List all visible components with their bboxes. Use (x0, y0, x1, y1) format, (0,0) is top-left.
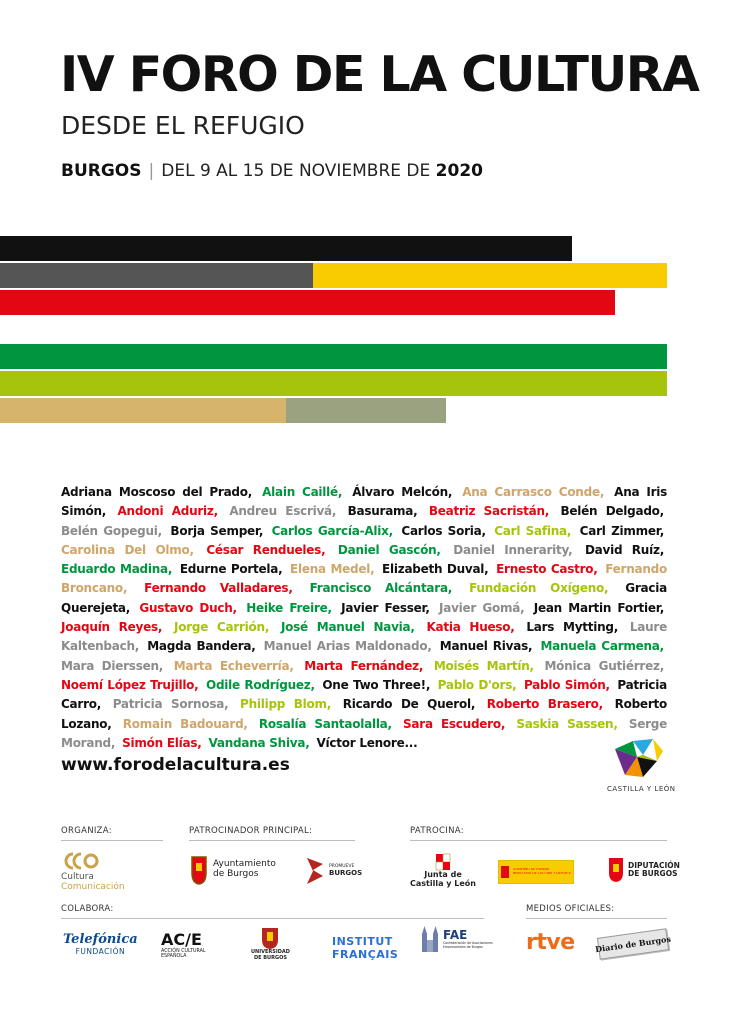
participant-name: José Manuel Navia, (280, 620, 415, 635)
fae-line3: Empresariales de Burgos (443, 945, 483, 949)
participant-name: Pablo D'ors, (437, 677, 517, 692)
participant-name: Eduardo Madina, (61, 562, 173, 577)
organiza-label: ORGANIZA: (61, 826, 112, 836)
patrocinador-rule (189, 840, 355, 841)
participant-name: Serge Morand, (61, 716, 667, 750)
ayuntamiento-burgos-logo (190, 855, 276, 885)
spain-crest-icon (501, 866, 509, 878)
promueve-line1: PROMUEVE (329, 863, 355, 869)
participant-name: Laure Kaltenbach, (61, 620, 667, 654)
patrocina-rule (410, 840, 667, 841)
participant-name: Basurama, (347, 504, 418, 519)
participant-name: Andreu Escrivá, (229, 504, 337, 519)
cathedral-icon (420, 926, 440, 952)
diputacion-line1: DIPUTACIÓN (628, 860, 680, 870)
participant-name: Ernesto Castro, (496, 562, 598, 577)
page-title: IV FORO DE LA CULTURA (60, 46, 699, 103)
participant-name: Belén Gopegui, (61, 523, 162, 538)
ace-line1: AC/E (161, 930, 202, 949)
ace-line3: ESPAÑOLA (161, 954, 187, 960)
participant-name: Manuel Arias Maldonado, (263, 639, 432, 654)
participant-name: Álvaro Melcón, (352, 485, 453, 499)
universidad-line2: DE BURGOS (253, 954, 287, 961)
participant-name: Sara Escudero, (403, 716, 506, 731)
participant-name: Carolina Del Olmo, (61, 542, 194, 557)
diputacion-burgos-logo (608, 857, 680, 883)
dateline-separator: | (148, 161, 155, 181)
participant-name: Ana Carrasco Conde, (462, 485, 605, 499)
participant-name: Simón Elías, (122, 735, 202, 750)
stripe-black (0, 236, 572, 261)
colabora-label: COLABORA: (61, 904, 114, 914)
participant-name: Gracia Querejeta, (61, 581, 667, 615)
universidad-burgos-logo (251, 926, 290, 961)
participant-name: Fundación Oxígeno, (469, 581, 609, 596)
rtve-text: rtve (526, 930, 575, 955)
participant-name: Mónica Gutiérrez, (544, 658, 665, 673)
diputacion-shield-icon (608, 857, 624, 883)
stripe-lime (0, 371, 667, 396)
universidad-line1: UNIVERSIDAD (251, 949, 290, 955)
participant-name: Javier Fesser, (341, 600, 430, 615)
participant-name: Gustavo Duch, (139, 600, 237, 615)
participant-name: Heike Freire, (246, 600, 332, 615)
diputacion-line2: DE BURGOS (628, 869, 678, 878)
junta-castilla-leon-logo (410, 853, 476, 889)
participant-list (61, 483, 667, 753)
stripe-tan (0, 398, 286, 423)
participant-name: Carlos Soria, (401, 523, 486, 538)
promueve-burgos-logo (305, 856, 362, 886)
ace-line2: ACCIÓN CULTURAL (161, 949, 206, 954)
medios-rule (526, 918, 667, 919)
participant-name: César Rendueles, (206, 542, 326, 557)
participant-name: Marta Fernández, (304, 658, 424, 673)
patrocinador-label: PATROCINADOR PRINCIPAL: (189, 826, 313, 836)
participant-name: Katia Hueso, (426, 620, 515, 635)
fae-line2: Confederación de Asociaciones (443, 941, 493, 946)
telefonica-line2: FUNDACIÓN (75, 947, 126, 956)
participant-name: Lars Mytting, (526, 620, 619, 635)
institut-francais-logo (332, 935, 398, 961)
participant-name: Carlos García-Alix, (271, 523, 393, 538)
participant-name: Rosalía Santaolalla, (258, 716, 392, 731)
junta-line2: Castilla y León (410, 878, 476, 888)
diario-burgos-logo (594, 933, 672, 955)
participant-name: Belén Delgado, (560, 504, 664, 519)
participant-name: Odile Rodríguez, (206, 677, 315, 692)
participant-name: Carl Safina, (494, 523, 572, 538)
gobierno-espana-logo (498, 860, 574, 884)
rtve-logo (526, 930, 575, 955)
participant-name: Edurne Portela, (179, 562, 283, 577)
castilla-leon-icon (613, 737, 665, 779)
cultura-line2: Comunicación (61, 881, 125, 892)
stripe-green (0, 344, 667, 369)
institut-line2: FRANÇAIS (332, 948, 399, 961)
shield-icon (190, 855, 208, 885)
event-city: BURGOS (61, 161, 142, 181)
diario-text: Diario de Burgos (594, 933, 672, 955)
event-dates: DEL 9 AL 15 DE NOVIEMBRE DE (161, 161, 436, 181)
newspaper-icon (594, 928, 672, 960)
participant-name: Alain Caillé, (262, 485, 343, 499)
fae-line1: FAE (443, 928, 468, 943)
participant-name: David Ruíz, (584, 542, 664, 557)
participant-name: Jean Martin Fortier, (533, 600, 665, 615)
participant-name: Ricardo De Querol, (342, 697, 476, 712)
organiza-rule (61, 840, 163, 841)
junta-line1: Junta de (424, 870, 462, 879)
participant-name: Francisco Alcántara, (309, 581, 453, 596)
gobierno-text2: MINISTERIO DE CULTURA Y DEPORTE (512, 872, 571, 875)
ace-logo (161, 930, 206, 960)
participant-name: Elena Medel, (290, 562, 375, 577)
castilla-leon-logo (607, 737, 676, 793)
stripe-olive (286, 398, 446, 423)
participant-name: Philipp Blom, (240, 697, 332, 712)
participant-name: Fernando Broncano, (61, 562, 667, 596)
event-year: 2020 (435, 161, 483, 181)
participant-name: Javier Gomá, (439, 600, 525, 615)
participant-name: Patricia Carro, (61, 677, 668, 712)
participant-name: Ana Iris Simón, (61, 485, 668, 519)
participant-name: Vandana Shiva, (208, 735, 310, 750)
event-dateline (61, 163, 483, 180)
website-link[interactable]: www.forodelacultura.es (61, 755, 290, 775)
participant-name: Romain Badouard, (122, 716, 248, 731)
promueve-icon (305, 856, 325, 886)
stripe-red (0, 290, 615, 315)
participant-name: Fernando Valladares, (144, 581, 293, 596)
university-crest-icon (260, 926, 280, 950)
participant-name: Adriana Moscoso del Prado, (61, 485, 253, 499)
participant-name: Magda Bandera, (147, 639, 256, 654)
participant-name: Noemí López Trujillo, (61, 677, 199, 692)
participant-name: Jorge Carrión, (174, 620, 270, 635)
promueve-line2: BURGOS (329, 868, 363, 877)
participant-name: Borja Semper, (170, 523, 264, 538)
participant-name: Roberto Lozano, (61, 697, 667, 731)
participant-name: Beatriz Sacristán, (428, 504, 550, 519)
participant-name: Moisés Martín, (433, 658, 534, 673)
fundacion-telefonica-logo (63, 932, 138, 956)
cultura-line1: Cultura (61, 872, 94, 882)
cultura-comunicacion-logo (61, 851, 125, 893)
page-subtitle: DESDE EL REFUGIO (61, 111, 305, 140)
participant-name: Daniel Innerarity, (453, 542, 573, 557)
participant-name: Manuel Rivas, (439, 639, 533, 654)
telefonica-line1: Telefónica (63, 932, 138, 947)
participant-name: Andoni Aduriz, (117, 504, 218, 519)
participant-name: One Two Three!, (322, 677, 431, 692)
participant-name: Manuela Carmena, (540, 639, 664, 654)
ayuntamiento-line1: Ayuntamiento (213, 859, 276, 870)
ayuntamiento-line2: de Burgos (213, 869, 259, 879)
stripe-gray (0, 263, 313, 288)
participant-name: Joaquín Reyes, (61, 620, 163, 635)
participant-name: Pablo Simón, (523, 677, 610, 692)
cultura-comunicacion-icon (61, 851, 99, 871)
castilla-leon-label: CASTILLA Y LEÓN (607, 785, 676, 793)
participant-name: Mara Dierssen, (61, 658, 164, 673)
gobierno-text1: GOBIERNO DE ESPAÑA (512, 868, 549, 872)
stripe-yellow (313, 263, 667, 288)
participant-name: Carl Zimmer, (579, 523, 665, 538)
participant-name: Saskia Sassen, (516, 716, 618, 731)
fae-logo (420, 926, 493, 952)
institut-line1: INSTITUT (332, 935, 393, 948)
participant-name: Marta Echeverría, (173, 658, 294, 673)
coat-of-arms-icon (435, 853, 451, 871)
participant-name: Patricia Sornosa, (112, 697, 229, 712)
participant-name: Daniel Gascón, (337, 542, 441, 557)
participant-name: Víctor Lenore... (316, 735, 418, 750)
participant-name: Elizabeth Duval, (382, 562, 489, 577)
colabora-rule (61, 918, 484, 919)
patrocina-label: PATROCINA: (410, 826, 464, 836)
medios-label: MEDIOS OFICIALES: (526, 904, 615, 914)
participant-name: Roberto Brasero, (486, 697, 603, 712)
